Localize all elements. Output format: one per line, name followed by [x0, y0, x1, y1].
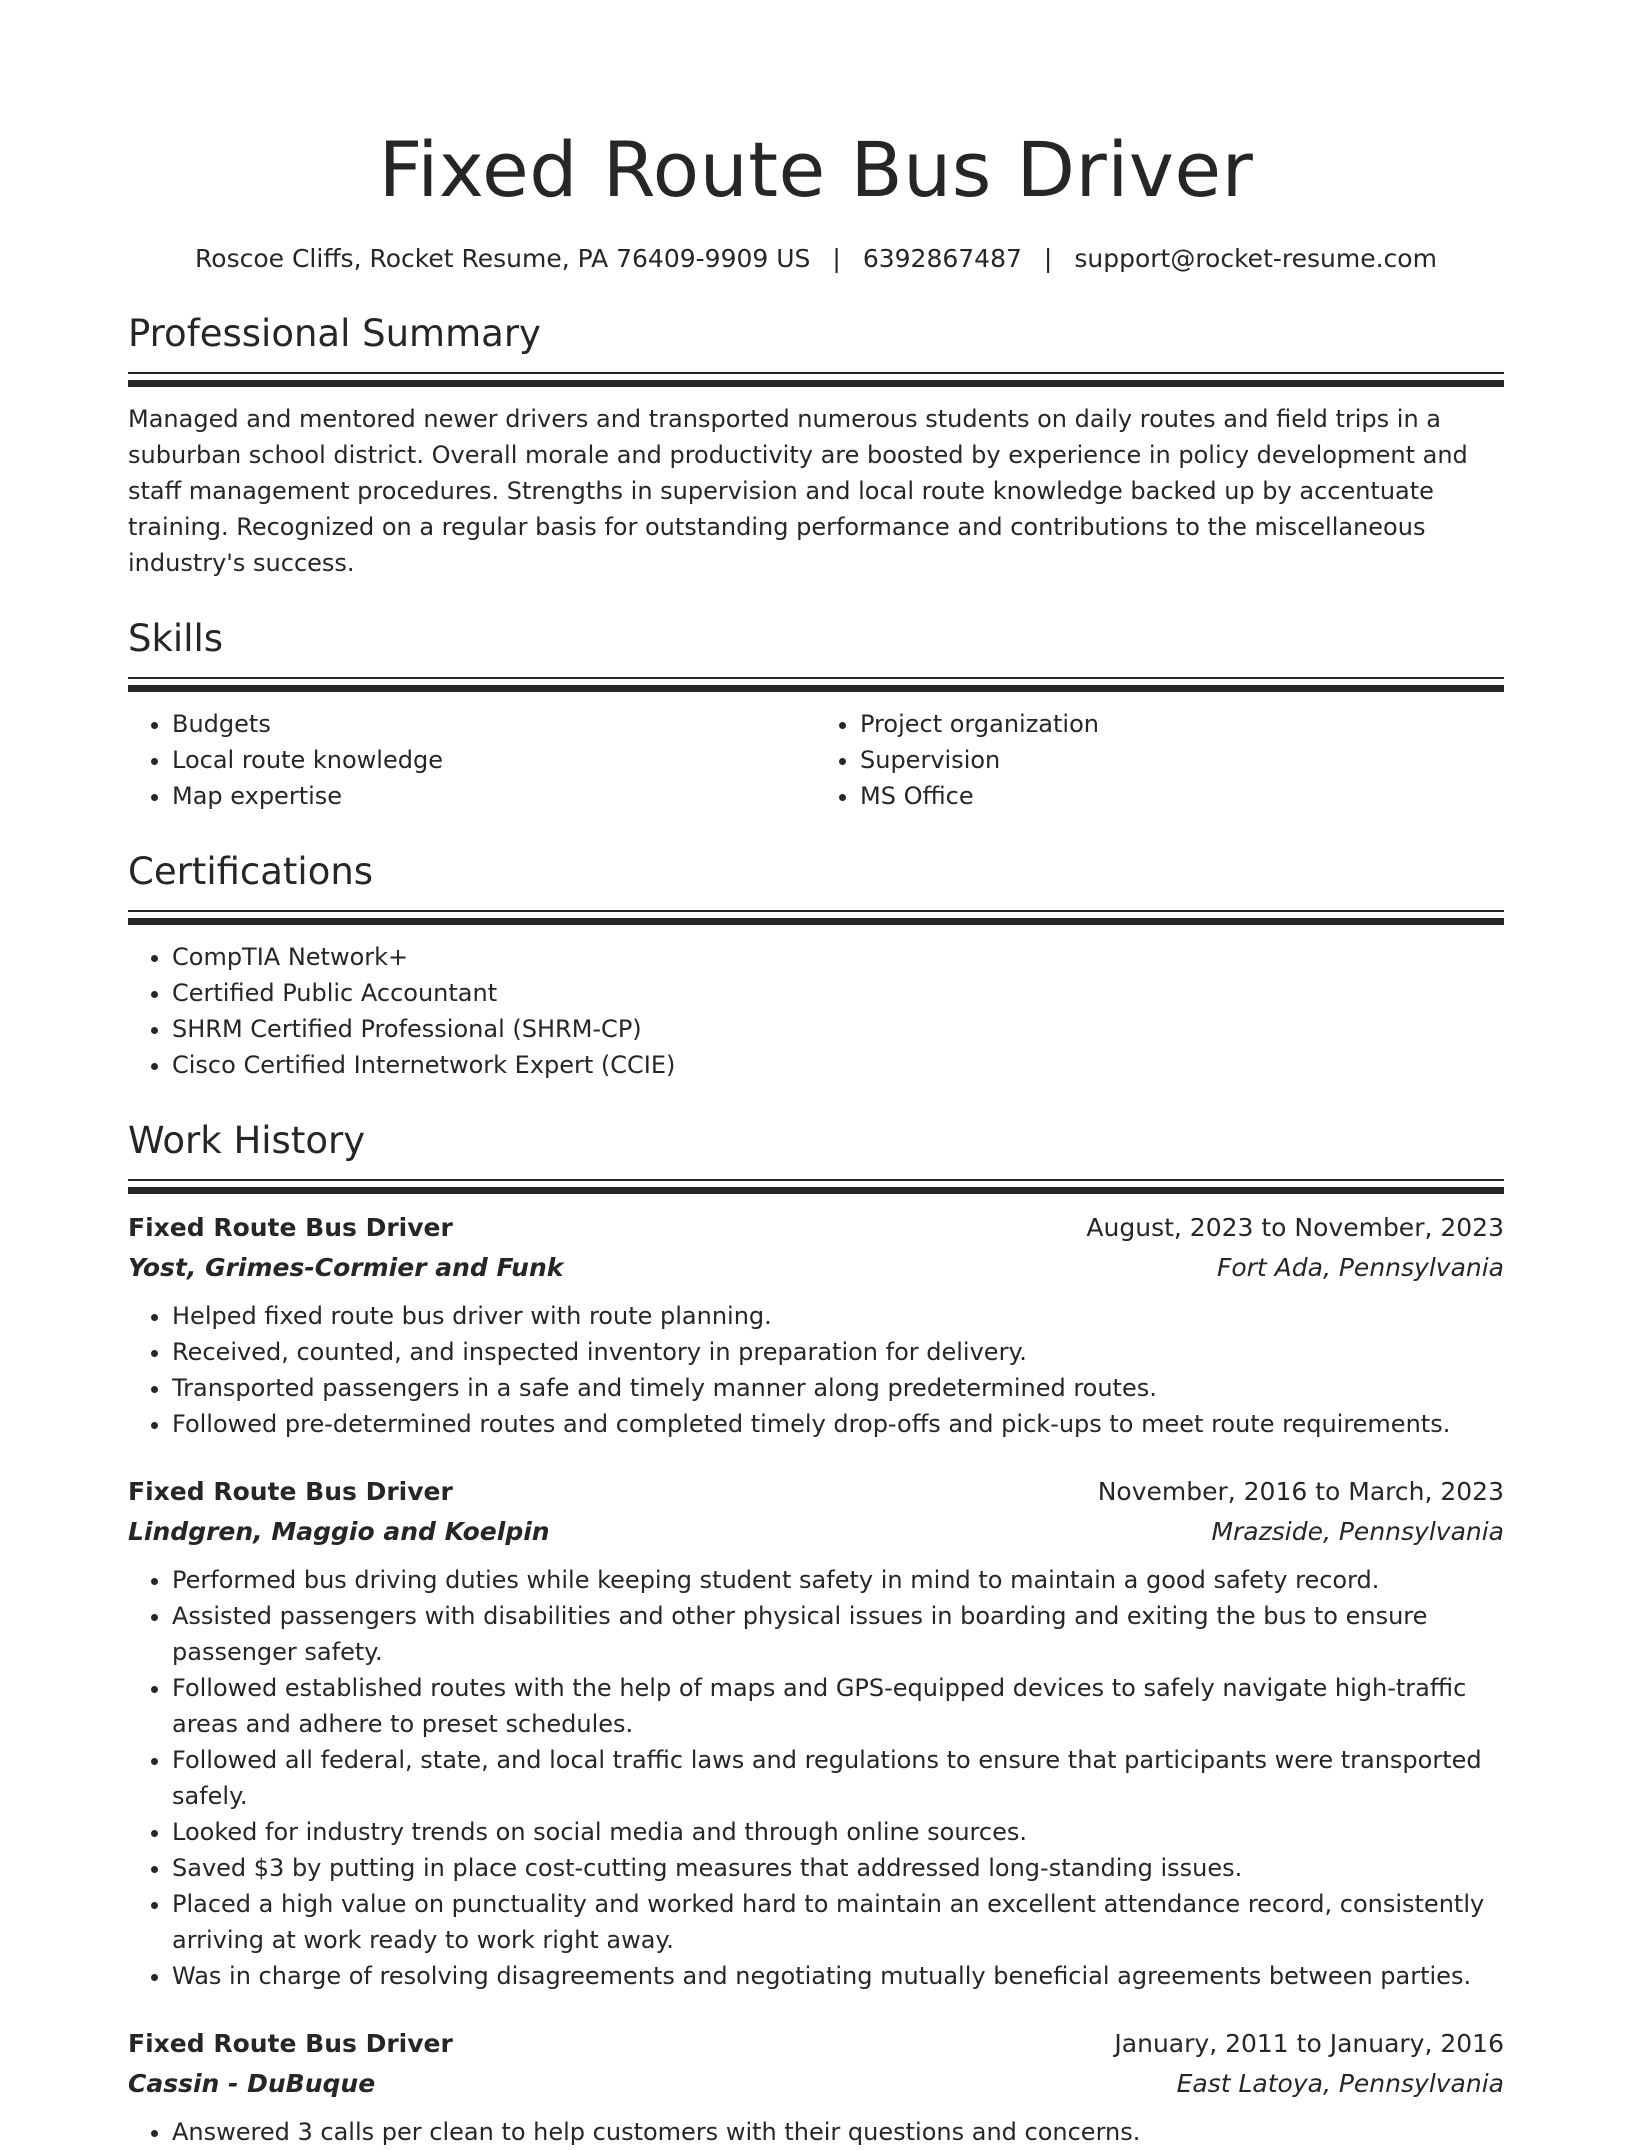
job-dates: January, 2011 to January, 2016	[1114, 2029, 1504, 2058]
section-divider-thick	[128, 918, 1504, 925]
job-bullet: • Performed bus driving duties while keeping student safety in mind to maintain a good safety record.	[172, 1562, 1504, 1598]
job-title: Fixed Route Bus Driver	[128, 1213, 453, 1242]
certification-item: • SHRM Certified Professional (SHRM-CP)	[172, 1011, 1504, 1047]
job-dates: August, 2023 to November, 2023	[1086, 1213, 1504, 1242]
job-bullet: • Was in charge of resolving disagreements and negotiating mutually beneficial agreements between parties.	[172, 1958, 1504, 1994]
job-company: Yost, Grimes-Cormier and Funk	[128, 1253, 564, 1282]
job-bullet: • Assisted passengers with disabilities and other physical issues in boarding and exiting the bus to ensure passenger safety.	[172, 1598, 1504, 1670]
certification-item: • CompTIA Network+	[172, 939, 1504, 975]
job-title: Fixed Route Bus Driver	[128, 1477, 453, 1506]
skills-list-left	[128, 706, 816, 814]
job-location: Mrazside, Pennsylvania	[1211, 1517, 1504, 1546]
contact-separator: |	[1043, 244, 1053, 273]
section-title: Skills	[128, 617, 224, 660]
job-bullet: • Helped fixed route bus driver with route planning.	[172, 1298, 1504, 1334]
job-bullets	[128, 1298, 1504, 1442]
skill-item: • MS Office	[860, 778, 1504, 814]
job-bullet: • Followed pre-determined routes and completed timely drop-offs and pick-ups to meet route requirements.	[172, 1406, 1504, 1442]
summary-section	[128, 310, 1504, 581]
section-divider-thick	[128, 380, 1504, 387]
job-bullet: • Transported passengers in a safe and timely manner along predetermined routes.	[172, 1370, 1504, 1406]
summary-text: Managed and mentored newer drivers and transported numerous students on daily routes and field trips in a suburban school district. Overall morale and productivity are boosted by experience in policy development and staff management procedures. Strengths in supervision and local route knowledge backed up by accentuate training. Recognized on a regular basis for outstanding performance and contributions to the miscellaneous industry's success.	[128, 405, 1468, 577]
job-entry	[128, 1208, 1504, 1442]
job-bullet: • Followed all federal, state, and local traffic laws and regulations to ensure that participants were transported safely.	[172, 1742, 1504, 1814]
job-bullet: • Answered 3 calls per clean to help customers with their questions and concerns.	[172, 2114, 1504, 2150]
certification-item: • Certified Public Accountant	[172, 975, 1504, 1011]
section-title: Certifications	[128, 850, 374, 893]
certification-item: • Cisco Certified Internetwork Expert (CCIE)	[172, 1047, 1504, 1083]
skill-item: • Map expertise	[172, 778, 816, 814]
contact-separator: |	[832, 244, 841, 273]
job-entry	[128, 2024, 1504, 2150]
contact-email: support@rocket-resume.com	[1074, 244, 1437, 273]
job-location: Fort Ada, Pennsylvania	[1216, 1253, 1504, 1282]
job-bullets	[128, 2114, 1504, 2150]
section-divider-thick	[128, 1187, 1504, 1194]
job-title: Fixed Route Bus Driver	[128, 2029, 453, 2058]
section-title: Work History	[128, 1119, 366, 1162]
skills-section	[128, 615, 1504, 814]
skill-item: • Budgets	[172, 706, 816, 742]
skills-list-right	[816, 706, 1504, 814]
section-divider	[128, 372, 1504, 374]
job-bullet: • Saved $3 by putting in place cost-cutting measures that addressed long-standing issues.	[172, 1850, 1504, 1886]
certifications-section	[128, 848, 1504, 1083]
skill-item: • Local route knowledge	[172, 742, 816, 778]
job-bullet: • Followed established routes with the help of maps and GPS-equipped devices to safely navigate high-traffic areas and adhere to preset schedules.	[172, 1670, 1504, 1742]
job-location: East Latoya, Pennsylvania	[1176, 2069, 1504, 2098]
candidate-name: Fixed Route Bus Driver	[378, 125, 1254, 214]
job-dates: November, 2016 to March, 2023	[1097, 1477, 1504, 1506]
skill-item: • Supervision	[860, 742, 1504, 778]
work-history-section	[128, 1117, 1504, 2150]
contact-address: Roscoe Cliffs, Rocket Resume, PA 76409-9909 US	[195, 244, 811, 273]
section-title: Professional Summary	[128, 312, 541, 355]
job-bullets	[128, 1562, 1504, 1994]
job-bullet: • Received, counted, and inspected inventory in preparation for delivery.	[172, 1334, 1504, 1370]
job-company: Cassin - DuBuque	[128, 2069, 376, 2098]
job-company: Lindgren, Maggio and Koelpin	[128, 1517, 550, 1546]
skills-columns	[128, 706, 1504, 814]
contact-line	[128, 242, 1504, 276]
section-divider	[128, 1179, 1504, 1181]
section-divider-thick	[128, 685, 1504, 692]
section-divider	[128, 910, 1504, 912]
certifications-list	[128, 939, 1504, 1083]
job-bullet: • Looked for industry trends on social media and through online sources.	[172, 1814, 1504, 1850]
job-bullet: • Placed a high value on punctuality and worked hard to maintain an excellent attendance record, consistently arriving at work ready to work right away.	[172, 1886, 1504, 1958]
section-divider	[128, 677, 1504, 679]
skill-item: • Project organization	[860, 706, 1504, 742]
job-entry	[128, 1472, 1504, 1994]
contact-phone: 6392867487	[862, 244, 1022, 273]
